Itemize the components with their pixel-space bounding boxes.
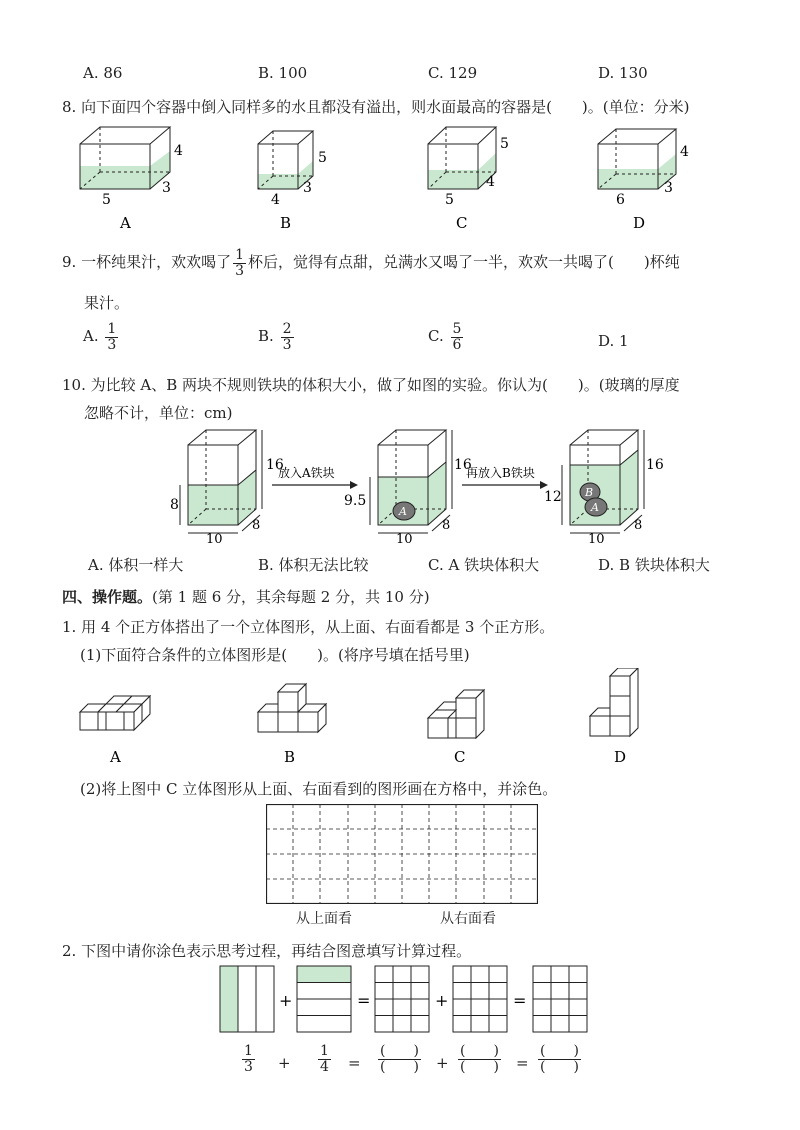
q10-tank3-water: 12 <box>544 489 562 505</box>
svg-text:A: A <box>399 505 407 518</box>
grid-label-top: 从上面看 <box>296 911 352 927</box>
q2-equation-frac-1: $\frac{1}{3}$ <box>244 1043 253 1075</box>
q10-tank2-height: 16 <box>454 457 472 473</box>
q9-option-c: C. $\frac{5}{6}$ <box>428 321 462 353</box>
q2-plus-1: + <box>279 991 293 1010</box>
s4-q1-part2: (2)将上图中 C 立体图形从上面、右面看到的图形画在方格中，并涂色。 <box>80 780 558 798</box>
q8-c-label: C <box>456 214 468 232</box>
fraction-grid-3 <box>533 966 587 1032</box>
q8-box-b <box>258 131 327 232</box>
q2-equation-frac-2: $\frac{1}{4}$ <box>320 1043 329 1075</box>
cube-figure-d <box>590 668 638 736</box>
q8-b-d1: 4 <box>271 192 280 208</box>
s4-q1-part1: (1)下面符合条件的立体图形是( )。(将序号填在括号里) <box>80 646 470 664</box>
q8-c-d3: 5 <box>500 136 509 152</box>
q8-box-a <box>80 127 183 232</box>
fraction-grid-2 <box>453 966 507 1032</box>
section-4-heading <box>62 586 430 607</box>
q10-option-b: B. 体积无法比较 <box>258 556 369 574</box>
cube-label-c: C <box>454 748 466 766</box>
q10-tank3-height: 16 <box>646 457 664 473</box>
cube-figure-b <box>258 684 326 732</box>
q8-a-label: A <box>120 214 131 232</box>
q9-option-a: A. $\frac{1}{3}$ <box>83 321 117 353</box>
q8-d-d2: 3 <box>664 180 673 196</box>
q2-equation-plus-1: + <box>278 1054 291 1072</box>
q8-box-c <box>428 127 509 232</box>
q10-option-a: A. 体积一样大 <box>88 556 184 574</box>
fraction-grid-1 <box>375 966 429 1032</box>
q10-figure <box>160 425 700 545</box>
q9-stem-c: 果汁。 <box>84 294 130 312</box>
grid-label-right: 从右面看 <box>440 911 496 927</box>
q10-tank1-width: 10 <box>206 532 223 545</box>
q10-tank2-depth: 8 <box>442 518 451 533</box>
q9-stem-a: 9. 一杯纯果汁，欢欢喝了 <box>62 253 232 272</box>
q2-equation-plus-2: + <box>436 1054 449 1072</box>
q9-option-b: B. $\frac{2}{3}$ <box>258 321 292 353</box>
q2-eq-1: = <box>357 991 371 1010</box>
q10-option-d: D. B 铁块体积大 <box>598 556 710 574</box>
q2-plus-2: + <box>435 991 449 1010</box>
cube-label-d: D <box>614 748 627 766</box>
q9-stem-b: 杯后，觉得有点甜，兑满水又喝了一半，欢欢一共喝了( )杯纯 <box>248 253 680 272</box>
q8-d-label: D <box>633 214 646 232</box>
q10-tank-1 <box>170 430 284 545</box>
q8-b-d3: 5 <box>318 150 327 166</box>
q8-c-d1: 5 <box>445 192 454 208</box>
q10-tank3-width: 10 <box>588 532 605 545</box>
q2-equation-eq-2: = <box>516 1054 529 1072</box>
q2-answer-frac-2[interactable]: $\frac{( )}{( )}$ <box>460 1043 499 1075</box>
q8-d-d1: 6 <box>616 192 625 208</box>
q8-b-d2: 3 <box>303 180 312 196</box>
q9-stem-fraction: $\frac{1}{3}$ <box>235 247 245 279</box>
cube-label-a: A <box>110 748 121 766</box>
s4-q2-figures <box>215 964 595 1036</box>
q10-stem-a: 10. 为比较 A、B 两块不规则铁块的体积大小，做了如图的实验。你认为( )。(玻璃的厚度 <box>62 376 680 394</box>
q8-a-d1: 5 <box>102 192 111 208</box>
drawing-grid[interactable] <box>266 804 538 904</box>
q2-equation-eq-1: = <box>348 1054 361 1072</box>
cube-figure-a <box>80 696 150 730</box>
q8-figures <box>60 118 700 236</box>
section-4-note: (第 1 题 6 分，其余每题 2 分，共 10 分) <box>152 588 430 606</box>
cube-figure-c <box>428 690 484 738</box>
q7-option-b: B. 100 <box>258 64 308 82</box>
fraction-rect-quarters <box>297 966 351 1032</box>
q8-c-d2: 4 <box>486 174 495 190</box>
s4-q1-cube-figures <box>70 668 670 768</box>
q7-option-c: C. 129 <box>428 64 478 82</box>
q10-option-c: C. A 铁块体积大 <box>428 556 540 574</box>
q10-tank1-water: 8 <box>170 497 179 513</box>
q8-a-d3: 4 <box>174 143 183 159</box>
fraction-rect-thirds <box>220 966 274 1032</box>
q8-box-d <box>598 129 689 232</box>
cube-label-b: B <box>284 748 296 766</box>
q10-tank-3 <box>544 430 664 545</box>
q10-arrow-1-label: 放入A铁块 <box>278 466 335 480</box>
q10-stem-b: 忽略不计，单位：cm) <box>84 404 233 422</box>
q7-option-a: A. 86 <box>83 64 123 82</box>
q10-tank3-depth: 8 <box>634 518 643 533</box>
q2-answer-frac-3[interactable]: $\frac{( )}{( )}$ <box>540 1043 579 1075</box>
q10-tank2-width: 10 <box>396 532 413 545</box>
svg-text:A: A <box>591 501 599 514</box>
q8-b-label: B <box>280 214 292 232</box>
svg-text:B: B <box>585 486 594 499</box>
s4-q1-stem: 1. 用 4 个正方体搭出了一个立体图形，从上面、右面看都是 3 个正方形。 <box>62 618 555 636</box>
q2-eq-2: = <box>513 991 527 1010</box>
q8-a-d2: 3 <box>162 180 171 196</box>
q7-option-d: D. 130 <box>598 64 648 82</box>
q8-d-d3: 4 <box>680 144 689 160</box>
s4-q2-stem: 2. 下图中请你涂色表示思考过程，再结合图意填写计算过程。 <box>62 942 472 960</box>
q10-tank1-depth: 8 <box>252 518 261 533</box>
q9-option-d: D. 1 <box>598 332 629 350</box>
q10-arrow-2-label: 再放入B铁块 <box>466 466 535 480</box>
q2-answer-frac-1[interactable]: $\frac{( )}{( )}$ <box>380 1043 419 1075</box>
q10-tank-2 <box>344 430 472 545</box>
q8-stem: 8. 向下面四个容器中倒入同样多的水且都没有溢出，则水面最高的容器是( )。(单位：分米) <box>62 98 690 116</box>
q9-stem <box>62 248 680 278</box>
section-4-title: 四、操作题。 <box>62 588 153 606</box>
q10-tank2-water: 9.5 <box>344 493 367 509</box>
q10-tank1-height: 16 <box>266 457 284 473</box>
